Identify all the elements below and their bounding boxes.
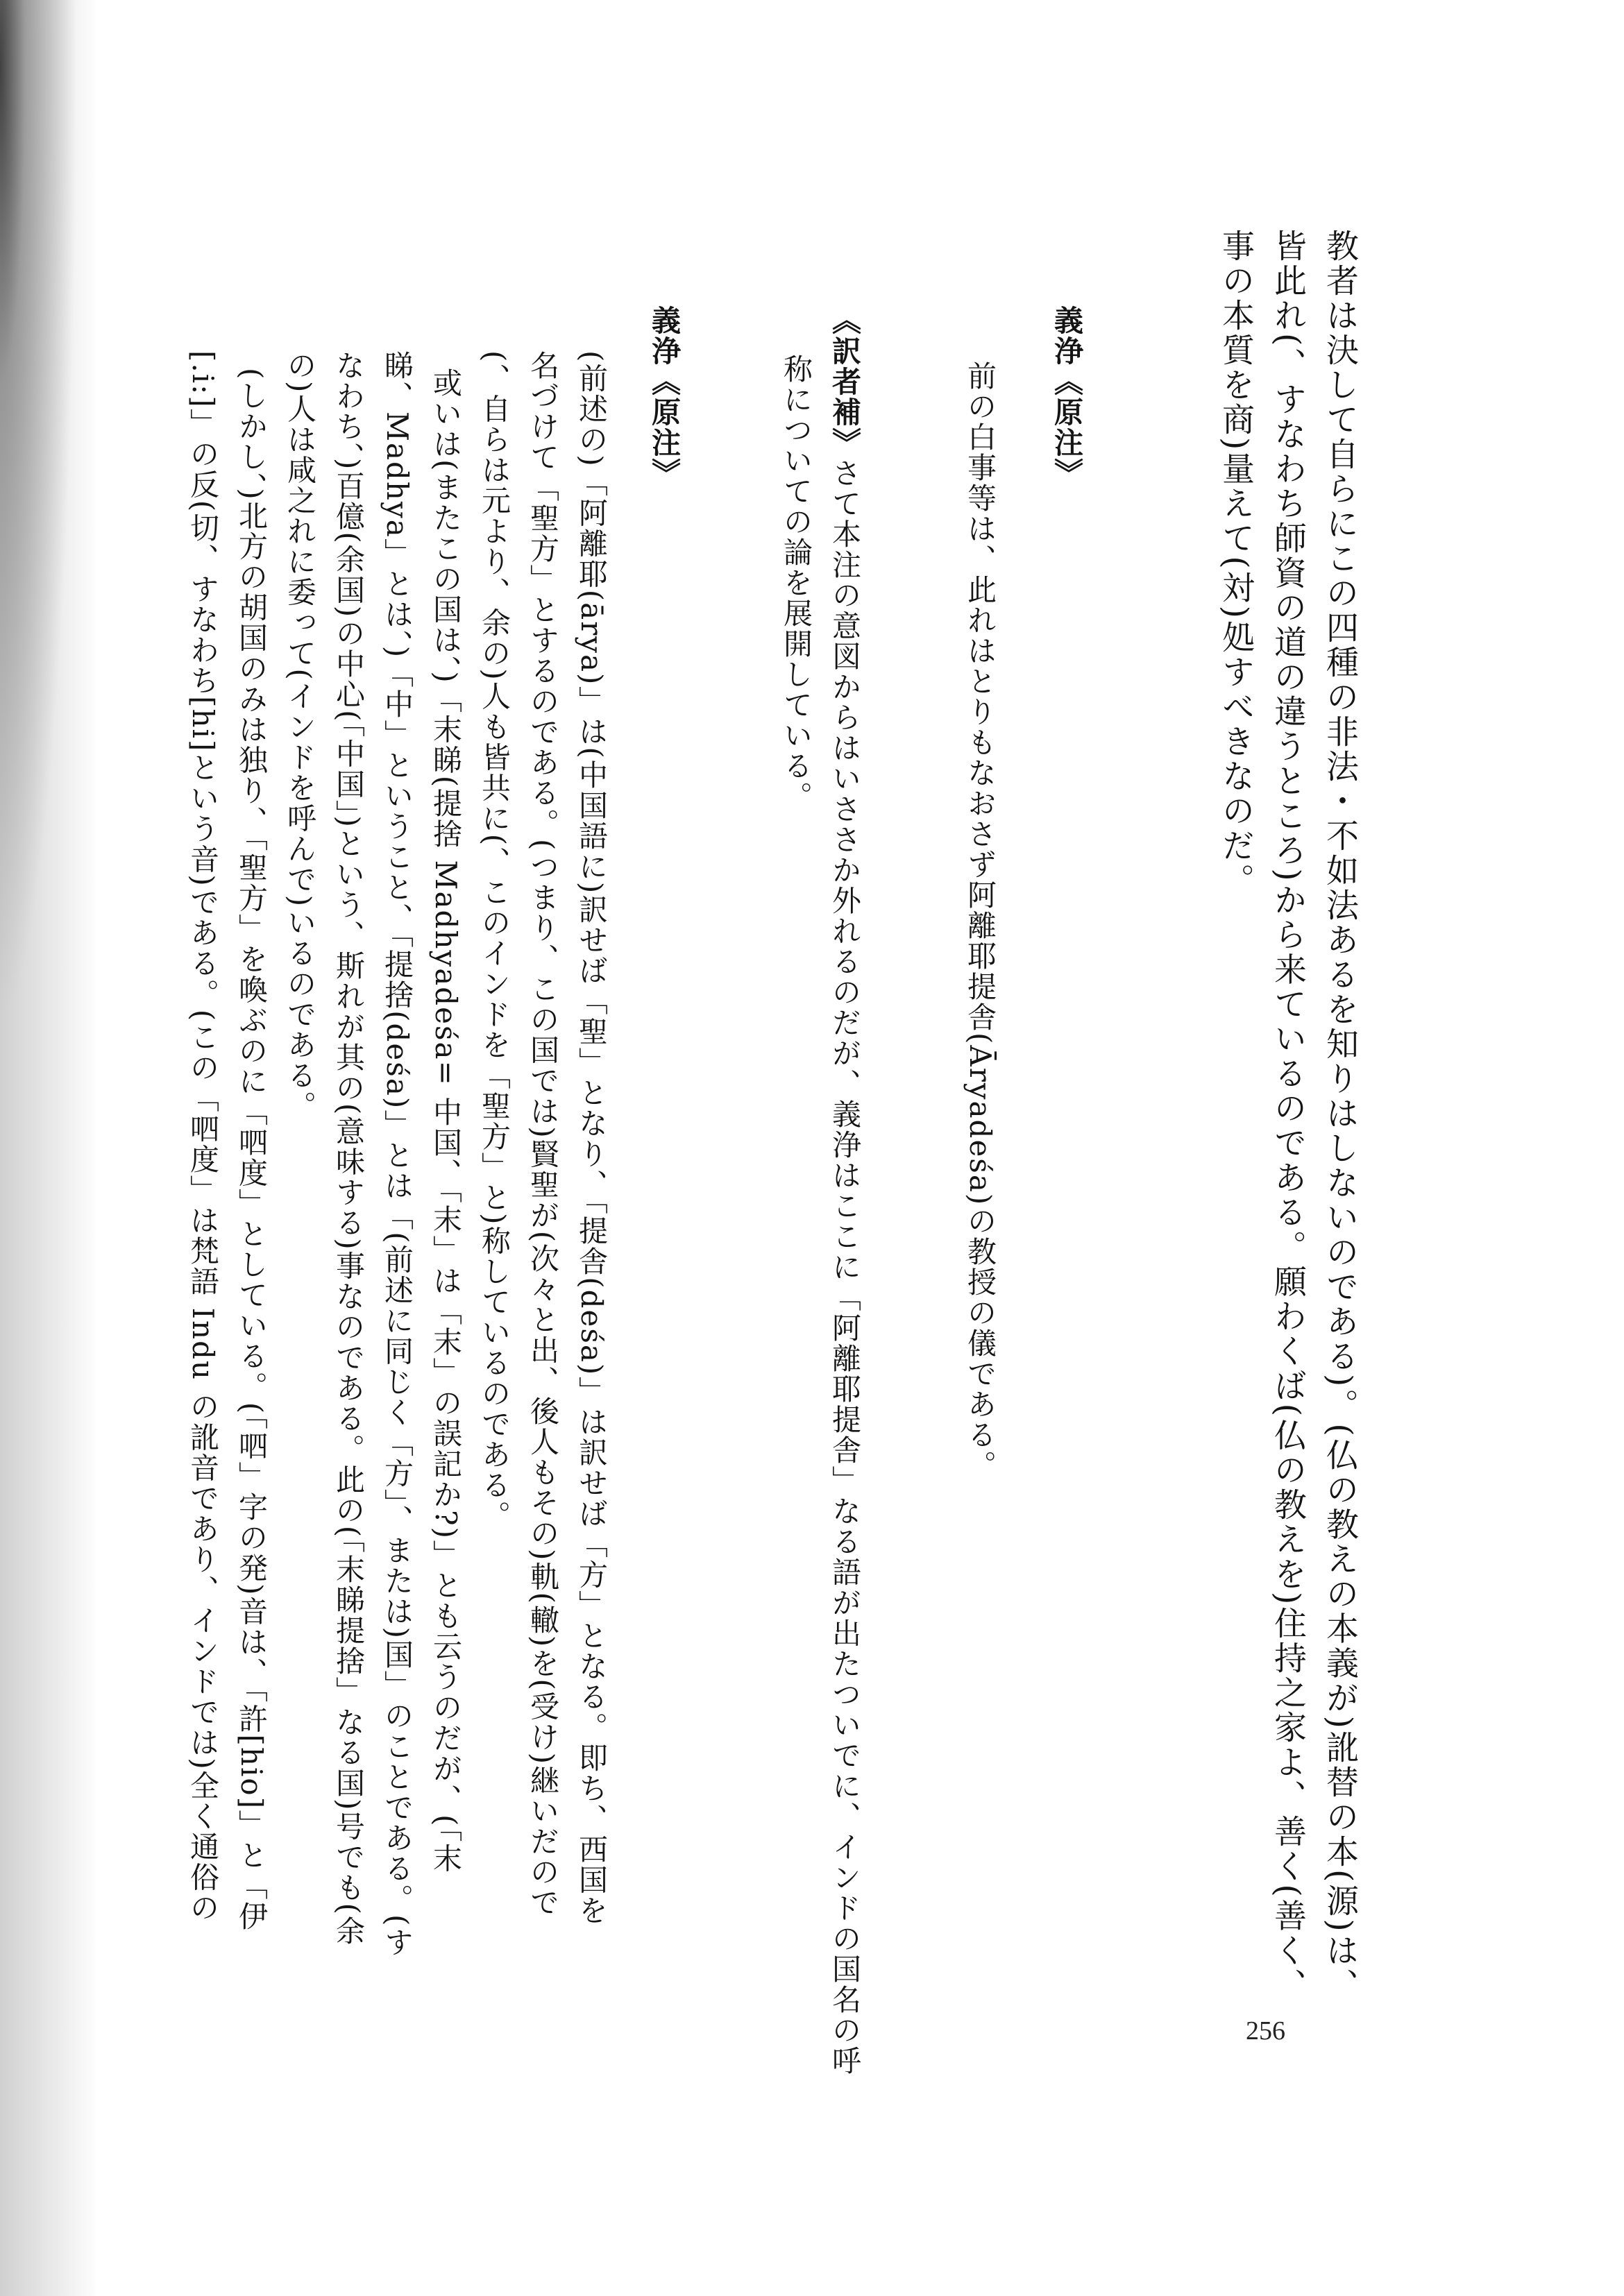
body-line-3: 事の本質を商)量えて(対)処すべきなのだ。	[1217, 229, 1255, 899]
body-line-2: 皆此れ(、すなわち師資の道の違うところ)から来ているのである。願わくば(仏の教えを)住持之家よ、善く(善く、	[1269, 229, 1307, 2003]
note3-line-8: (しかし、)北方の胡国のみは独り、「聖方」を喚ぶのに「呬度」としている。(「呬」字の発)音は、「許[hio]」と「伊	[235, 368, 269, 1932]
note3-line-5: 睇、Madhya」とは、)「中」ということ、「提捨(deśa)」とは「(前述に同じく「方」、または)国」のことである。(す	[380, 350, 414, 1958]
scan-edge-shadow	[0, 0, 180, 2296]
note3-line-7: の)人は咸之れに委って(インドを呼んで)いるのである。	[283, 350, 317, 1122]
note1-line-1: 前の白事等は、此れはとりもなおさず阿離耶提舎(Āryadeśa)の教授の儀である。	[963, 361, 997, 1481]
note3-heading: 義浄《原注》	[648, 305, 682, 488]
note2-heading: 《訳者補》	[828, 305, 862, 458]
note3-line-2: 名づけて「聖方」とするのである。(つまり、この国では)賢聖が(次々と出、後人もその)軌(轍)を(受け)継いだので	[526, 350, 560, 1919]
note2-line-2: 称についての論を展開している。	[779, 354, 813, 812]
note3-line-6: なわち、)百億(余国)の中心(「中国」)という、斯れが其の(意味する)事なのである。此の(「末睇提捨」なる国)号でも(余	[332, 350, 366, 1946]
page-number: 256	[1246, 2016, 1285, 2046]
note3-line-4: 或いは(またこの国は、)「末睇(提捨 Madhyadeśa= 中国、「末」は「末」の誤記か?)」とも云うのだが、(「末	[429, 368, 463, 1874]
note2-line-1: さて本注の意図からはいささか外れるのだが、義浄はここに「阿離耶提舎」なる語が出たついでに、インドの国名の呼	[828, 458, 862, 2076]
note3-line-1: (前述の)「阿離耶(ārya)」は(中国語に)訳せば「聖」となり、「提舎(deśa)」は訳せば「方」となる。即ち、西国を	[575, 350, 609, 1926]
note3-line-3: (、自らは元より、余の)人も皆共に(、このインドを「聖方」と)称しているのである。	[477, 350, 511, 1531]
note3-line-9: [.i:]」の反(切、すなわち[hi]という音)である。(この「呬度」は梵語 Indu の訛音であり、インドでは)全く通俗の	[186, 350, 220, 1923]
body-line-1: 教者は決して自らにこの四種の非法・不如法あるを知りはしないのである)。(仏の教えの本義が)訛替の本(源)は、	[1321, 229, 1359, 2003]
note1-heading: 義浄《原注》	[1050, 305, 1084, 488]
